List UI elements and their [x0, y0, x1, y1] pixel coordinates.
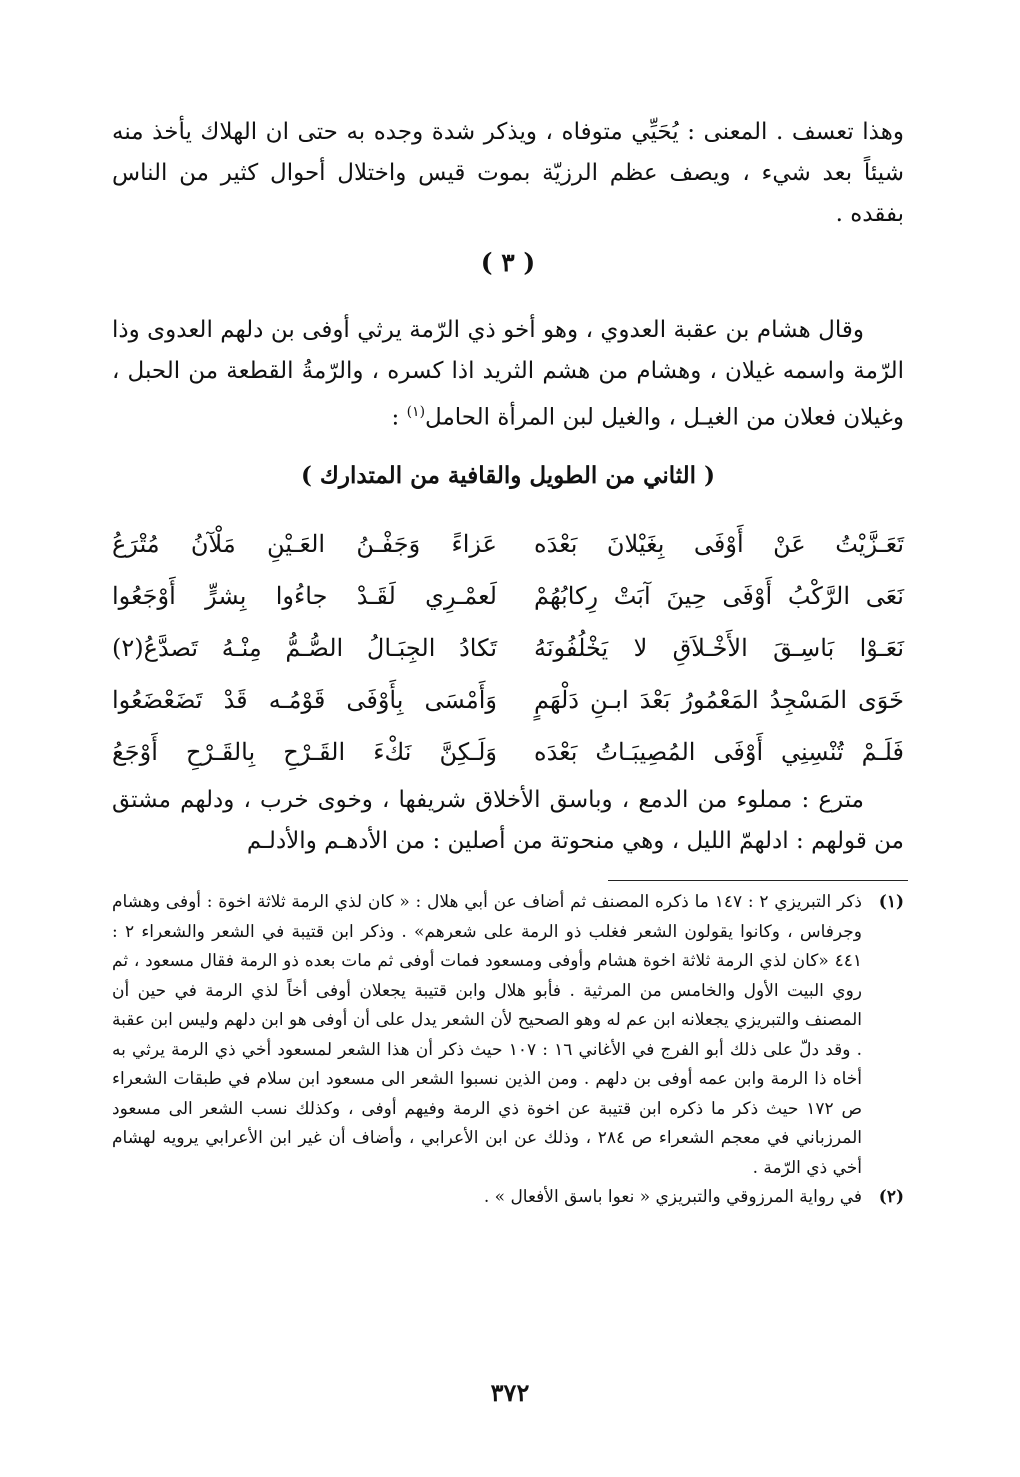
verse-3-first-hemistich: نَعَـوْا بَاسِـقَ الأَخْـلاَقِ لا يَخْلُفُونَهُ — [534, 634, 904, 662]
verse-1 — [112, 518, 904, 570]
verse-4 — [112, 674, 904, 726]
verse-1-second-hemistich: عَزاءً وَجَفْـنُ العَـيْنِ مَلْآنُ مُتْرَعُ — [112, 530, 497, 558]
verse-2-first-hemistich: نَعَى الرَّكْبُ أَوْفَى حِينَ آبَتْ رِكابُهُمْ — [534, 582, 904, 610]
footnotes — [112, 888, 904, 1213]
verse-5 — [112, 726, 904, 778]
footnote-1 — [112, 888, 904, 1183]
poem — [112, 518, 904, 778]
footnote-2 — [112, 1183, 904, 1213]
footnote-1-number: (١) — [878, 892, 904, 912]
verse-5-second-hemistich: وَلَـكِنَّ نَكْءَ القَـرْحِ بِالقَـرْحِ أَوْجَعُ — [112, 738, 497, 766]
verse-3 — [112, 622, 904, 674]
verse-2 — [112, 570, 904, 622]
verse-3-second-hemistich: تَكادُ الجِبَـالُ الصُّـمُّ مِنْـهُ تَصدَّعُ(٢) — [112, 634, 497, 662]
footnote-2-text: في رواية المرزوقي والتبريزي « نعوا باسق الأفعال » . — [483, 1187, 862, 1207]
verse-4-first-hemistich: خَوَى المَسْجِدُ المَعْمُورُ بَعْدَ ابـنِ دَلْهَمٍ — [534, 686, 904, 714]
poem-introduction-text: وقال هشام بن عقبة العدوي ، وهو أخو ذي الرّمة يرثي أوفى بن دلهم العدوى وذا الرّمة واسمه غيلان ، وهشام من هشم الثريد اذا كسره ، والرّمةُ القطعة من الحبل ، وغيلان فعلان من الغيـل ، والغيل لبن المرأة الحامل — [112, 317, 904, 431]
poem-introduction-end: : — [391, 404, 407, 431]
vocabulary-gloss-text: مترع : مملوء من الدمع ، وباسق الأخلاق شريفها ، وخوى خرب ، ودلهم مشتق من قولهم : ادلهمّ الليل ، وهي منحوتة من أصلين : من الأدهـم والأدلـم — [112, 787, 904, 854]
footnote-2-number: (٢) — [878, 1187, 904, 1207]
commentary-paragraph: وهذا تعسف . المعنى : يُحَيِّي متوفاه ، ويذكر شدة وجده به حتى ان الهلاك يأخذ منه شيئاً بعد شيء ، ويصف عظم الرزيّة بموت قيس واختلال أحوال كثير من الناس بفقده . — [112, 119, 904, 227]
verse-2-second-hemistich: لَعمْـرِي لَقَـدْ جاءُوا بِشرٍّ أَوْجَعُوا — [112, 582, 497, 610]
meter-and-rhyme-line: ( الثاني من الطويل والقافية من المتدارك ) — [301, 462, 715, 489]
footnote-1-text: ذكر التبريزي ٢ : ١٤٧ ما ذكره المصنف ثم أضاف عن أبي هلال : « كان لذي الرمة ثلاثة اخوة : أوفى وهشام وجرفاس ، وكانوا يقولون الشعر فغلب ذو الرمة على شعرهم» . وذكر ابن قتيبة في الشعر والشعراء ٢ : ٤٤١ «كان لذي الرمة ثلاثة اخوة هشام وأوفى ومسعود فمات أوفى ثم مات بعده ذو الرمة فقال مسعود ، ثم روي البيت الأول والخامس من المرثية . فأبو هلال وابن قتيبة يجعلان أوفى أخاً لذي الرمة في حين أن المصنف والتبريزي يجعلانه ابن عم له وهو الصحيح لأن الشعر يدل على أن أوفى هو ابن دلهم وليس ابن عقبة . وقد دلّ على ذلك أبو الفرج في الأغاني ١٦ : ١٠٧ حيث ذكر أن هذا الشعر لمسعود أخي ذي الرمة يرثي به أخاه ذا الرمة وابن عمه أوفى بن دلهم . ومن الذين نسبوا الشعر الى مسعود ابن سلام في طبقات الشعراء ص ١٧٢ حيث ذكر ما ذكره ابن قتيبة عن اخوة ذي الرمة وفيهم أوفى ، وكذلك نسب الشعر الى مسعود المرزباني في معجم الشعراء ص ٢٨٤ ، وذلك عن ابن الأعرابي ، وأضاف أن غير ابن الأعرابي يرويه لهشام أخي ذي الرّمة . — [112, 892, 863, 1178]
poem-introduction — [112, 310, 904, 439]
footnote-reference-1: (١) — [406, 404, 426, 420]
section-number: ( ٣ ) — [480, 248, 536, 277]
vocabulary-gloss — [112, 780, 904, 862]
footnote-separator — [608, 880, 908, 881]
verse-4-second-hemistich: وَأَمْسَى بِأَوْفَى قَوْمُـه قَدْ تَضَعْضَعُوا — [112, 686, 497, 714]
verse-5-first-hemistich: فَلَـمْ تُنْسِنِي أَوْفَى المُصِيبَـاتُ بَعْدَه — [534, 738, 904, 766]
page-number: ٣٧٢ — [490, 1378, 530, 1407]
verse-1-first-hemistich: تَعَـزَّيْتُ عَنْ أَوْفَى بِغَيْلانَ بَعْدَه — [534, 530, 904, 558]
